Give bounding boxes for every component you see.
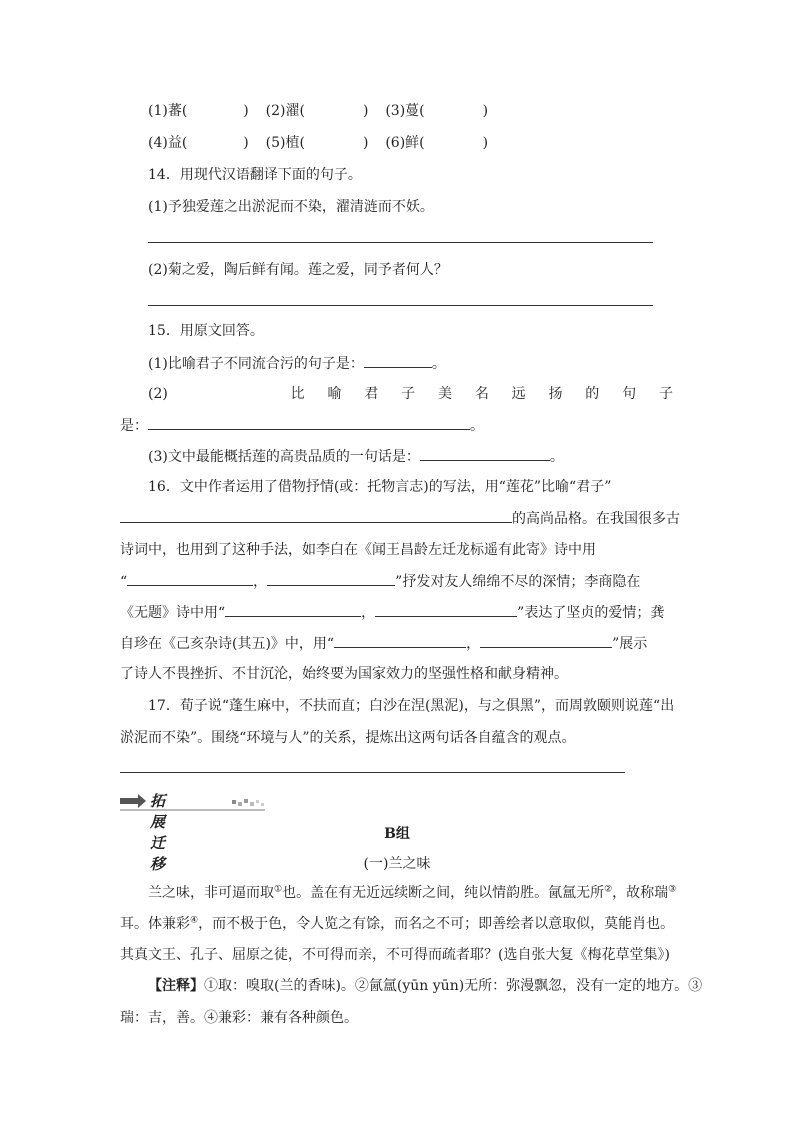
q15-blank-2[interactable] (148, 415, 470, 430)
q16-blank-1[interactable] (120, 508, 512, 523)
q16-line-7: 了诗人不畏挫折、不甘沉沦，始终要为国家效力的坚强性格和献身精神。 (120, 666, 568, 682)
q17-line-1: 17．荀子说“蓬生麻中，不扶而直；白沙在涅(黑泥)，与之俱黑”，而周敦颐则说莲“出 (148, 698, 675, 714)
passage-line-2: 耳。体兼彩④，而不极于色，令人览之有馀，而名之不可；即善绘者以意取似，莫能肖也。 (120, 915, 675, 932)
q17-line-2: 淤泥而不染”。围绕“环境与人”的关系，提炼出这两句话各自蕴含的观点。 (120, 730, 576, 746)
group-label: B组 (384, 826, 410, 842)
q16-line-4: “ ， ”抒发对友人绵绵不尽的深情；李商隐在 (120, 571, 640, 592)
q13-item-2: (2)濯( (265, 103, 305, 119)
q13-item-6: (6)鲜( (385, 135, 425, 151)
q14-stem: 14．用现代汉语翻译下面的句子。 (148, 167, 362, 183)
q13-item-5: (5)植( (265, 135, 305, 151)
q14-answer-line-2[interactable] (148, 305, 653, 306)
q16-line-3: 诗词中，也用到了这种手法，如李白在《闻王昌龄左迁龙标遥有此寄》诗中用 (120, 542, 596, 558)
q15-item-2: (2) 比 喻 君 子 美 名 远 扬 的 句 子 (148, 386, 673, 402)
q13-item-1: (1)蕃( (148, 103, 188, 119)
q15-stem: 15．用原文回答。 (148, 323, 264, 339)
q14-sentence-1: (1)予独爱莲之出淤泥而不染，濯清涟而不妖。 (148, 199, 434, 215)
passage-title: (一)兰之味 (363, 856, 431, 872)
q13-row-1: (1)蕃( ) (2)濯( ) (3)蔓( ) (148, 103, 489, 119)
q16-line-6: 自珍在《己亥杂诗(其五)》中，用“ ， ”展示 (120, 633, 647, 654)
q13-item-3: (3)蔓( (385, 103, 425, 119)
passage-line-1: 兰之味，非可逼而取①也。盖在有无近远续断之间，纯以情韵胜。氤氲无所②，故称瑞③ (148, 884, 677, 901)
q16-line-2: 的高尚品格。在我国很多古 (120, 508, 680, 529)
q16-blank-6[interactable] (334, 633, 466, 648)
q15-item-3: (3)文中最能概括莲的高贵品质的一句话是： 。 (148, 446, 564, 467)
q16-blank-2[interactable] (127, 571, 253, 586)
note-line-2: 瑞：吉，善。④兼彩：兼有各种颜色。 (120, 1010, 358, 1026)
banner-arrow-icon (120, 790, 270, 812)
banner-title: 拓展迁移 (150, 792, 167, 873)
note-label: 【注释】 (148, 978, 204, 994)
q14-sentence-2: (2)菊之爱，陶后鲜有闻。莲之爱，同予者何人？ (148, 262, 448, 278)
note-line-1: 【注释】①取：嗅取(兰的香味)。②氤氲(yūn yūn)无所：弥漫飘忽，没有一定的地方。③ (148, 978, 703, 994)
q15-blank-1[interactable] (364, 353, 432, 368)
q16-blank-7[interactable] (480, 633, 612, 648)
q16-line-5: 《无题》诗中用“ ， ”表达了坚贞的爱情；龚 (120, 602, 664, 623)
q17-answer-line[interactable] (120, 772, 625, 773)
q13-item-4: (4)益( (148, 135, 188, 151)
q16-blank-3[interactable] (267, 571, 395, 586)
q16-blank-4[interactable] (225, 602, 361, 617)
q15-item-1: (1)比喻君子不同流合污的句子是： 。 (148, 353, 446, 374)
q15-blank-3[interactable] (420, 446, 550, 461)
q15-item-2-cont: 是： 。 (120, 415, 484, 436)
q16-line-1: 16．文中作者运用了借物抒情(或：托物言志)的写法，用“莲花”比喻“君子” (148, 479, 612, 495)
passage-line-3: 其真文王、孔子、屈原之徒，不可得而亲，不可得而疏者耶？(选自张大复《梅花草堂集》) (120, 947, 670, 963)
q14-answer-line-1[interactable] (148, 242, 653, 243)
q13-row-2: (4)益( ) (5)植( ) (6)鲜( ) (148, 135, 489, 151)
q16-blank-5[interactable] (375, 602, 517, 617)
